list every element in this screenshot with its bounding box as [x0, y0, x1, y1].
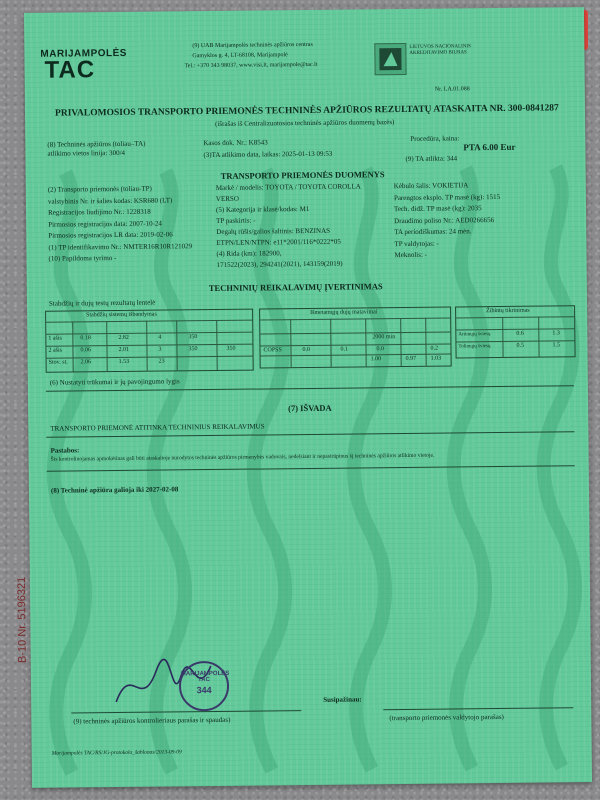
vehicle-mid-line: (4) Rida (km): 182900, [216, 249, 282, 258]
vehicle-left-line: Pirmosios registracijos LR data: 2019-02-06 [48, 230, 173, 240]
brake-cell: 1.53 [118, 358, 130, 365]
ta-type: (9) TA atlikta: 344 [405, 154, 458, 163]
owner-signature-label: (transporto priemonės valdytojo parašas) [389, 712, 504, 723]
lights-cell: Tolimųjų šviesų [458, 344, 491, 350]
vehicle-left-line: (2) Transporto priemonės (toliau-TP) [47, 184, 152, 194]
brand-small: MARIJAMPOLĖS [40, 47, 128, 60]
brake-cell: 0.06 [80, 347, 92, 354]
brake-cell: Stov. st. [48, 359, 68, 366]
brake-cell: 4 [158, 334, 162, 341]
defects-rule [46, 385, 574, 392]
brake-cell: 1 ašis [48, 335, 62, 342]
lights-cell: 0.5 [516, 342, 525, 349]
accreditation-logo [374, 43, 406, 75]
conclusion-title: (7) IŠVADA [288, 402, 332, 414]
brake-table-header: Stabdžių sistemų išbandymas [86, 311, 157, 319]
accreditation-mark-icon [375, 44, 405, 74]
vehicle-right-line: Kėbulo šalis: VOKIETIJA [393, 181, 469, 191]
emission-cell: 1.00 [370, 356, 382, 363]
defects-label: (6) Nustatyti trūkumai ir jų pavojingumo lygis [49, 377, 180, 387]
lights-cell: 1.5 [552, 342, 560, 349]
company-line3: Tel.: +370 343 98037, www.visi.lt, marijampole@tac.lt [184, 61, 318, 70]
emission-cell: 0.2 [430, 345, 439, 352]
company-line2: Gamyklos g. 4, LT-68108, Marijampolė [192, 52, 288, 60]
vehicle-left-line: valstybinis Nr. ir šalies kodas: KSR680 (LT) [47, 195, 173, 206]
validity-date: (8) Techninė apžiūra galioja iki 2027-02-08 [50, 485, 179, 495]
vehicle-right-line: Draudimo poliso Nr.: AED0266656 [394, 215, 495, 225]
inspection-datetime: (3)TA atlikimo data, laikas: 2025-01-13 09:53 [203, 149, 333, 160]
stamp-number: 344 [196, 685, 212, 696]
accreditation-number: Nr. LA.01.088 [434, 86, 470, 93]
inspector-stamp [179, 661, 230, 712]
emission-sub: 2000 min [372, 334, 396, 341]
vehicle-left-line: (1) TP identifikavimo Nr.: NMTER16R10R121029 [48, 241, 193, 252]
conclusion-text: TRANSPORTO PRIEMONĖ ATITINKA TECHNINIUS REIKALAVIMUS [50, 422, 265, 433]
brake-cell: 0.18 [80, 335, 91, 342]
brake-cell: 3 [158, 346, 162, 353]
vehicle-mid-line: Degalų rūšis/galios šaltinis: BENZINAS [216, 226, 331, 236]
inspector-signature-line [71, 710, 301, 713]
serial-number: B-10 Nr. 5196321 [15, 576, 29, 664]
notes-title: Pastabos: [50, 446, 80, 455]
vehicle-right-line: TP valdytojas: - [394, 239, 439, 248]
evaluation-section-title: TECHNINIŲ REIKALAVIMŲ ĮVERTINIMAS [208, 281, 383, 294]
emission-table [259, 306, 452, 368]
owner-signature-line [383, 707, 573, 710]
vehicle-left-line: Pirmosios registracijos data: 2007-10-24 [48, 219, 162, 229]
emission-cell: 0.0 [302, 346, 311, 354]
vehicle-mid-line: TP paskirtis: - [216, 216, 256, 225]
vehicle-mid-line: VERSO [215, 194, 239, 203]
emission-cell: 1.03 [430, 355, 442, 362]
vehicle-right-line: Meknolis: - [394, 250, 428, 260]
lights-table-header: Žibintų tikrinimas [486, 307, 530, 315]
stamp-text: MARIJAMPOLĖS TAC [180, 670, 230, 684]
notes-rule [47, 465, 575, 472]
procedure-label: Procedūra, kaina: [410, 134, 460, 143]
emission-cell: 0.0 [376, 346, 385, 353]
document-title: PRIVALOMOSIOS TRANSPORTO PRIEMONĖS TECHNINĖS APŽIŪROS REZULTATŲ ATASKAITA NR. 300-0841287 [54, 103, 559, 119]
vehicle-right-column [394, 180, 501, 262]
inspection-document [15, 7, 592, 788]
vehicle-left-line: (10) Papildoma tyrimo - [48, 253, 117, 263]
lights-table [455, 305, 576, 358]
vehicle-mid-line: (5) Kategorija ir klasė/kodas: M1 [215, 204, 310, 214]
lights-cell: 0.6 [516, 330, 524, 337]
conclusion-rule [46, 431, 574, 438]
vehicle-left-line: Registracijos liudijimo Nr.: 1228318 [48, 207, 151, 217]
vehicle-mid-line: 171522(2023), 294241(2021), 143159(2019) [216, 259, 343, 269]
vehicle-left-column [48, 183, 193, 265]
vehicle-right-line: Tech. didž. TP masė (kg): 2035 [393, 204, 482, 214]
vehicle-mid-line: Markė / modelis: TOYOTA / TOYOTA COROLLA [215, 182, 361, 192]
company-line1: (9) UAB Marijampolės techninės apžiūros centras [192, 41, 313, 50]
table-caption: Stabdžių ir dujų testų rezultatų lentelė [48, 298, 156, 308]
place-line2: atlikimo vietos linija: 300/4 [47, 148, 126, 158]
accreditation-text: LIETUVOS NACIONALINIS AKREDITAVIMO BIURAS [409, 44, 471, 56]
emission-cell: 0.1 [340, 346, 349, 353]
brake-cell: 2 ašis [48, 347, 63, 354]
place-line1: (8) Techninės apžiūros (toliau–TA) [47, 139, 146, 149]
brake-table [45, 309, 254, 373]
brake-cell: 350 [226, 345, 236, 352]
inspector-signature-label: (9) techninės apžiūros kontrolieriaus parašas ir spaudas) [73, 715, 231, 726]
footer-template: Marijampolės TAC/RS/JG-protokolo_šablonas/2013-09-09 [51, 749, 182, 757]
brake-cell: 23 [158, 358, 165, 365]
vehicle-right-line: TA periodiškumas: 24 mėn. [394, 227, 472, 237]
brand-logo: TAC [44, 56, 96, 84]
lights-cell: 1.3 [552, 330, 560, 337]
emission-cell: COPSS [263, 347, 282, 354]
document-subtitle: (išrašas iš Centralizuotosios techninės apžiūros duomenų bazės) [215, 118, 395, 128]
vehicle-mid-column [216, 181, 362, 271]
lights-cell: Artimųjų šviesų [458, 332, 491, 338]
brake-cell: 350 [188, 334, 198, 341]
vehicle-mid-line: ETPN/LEN/NTPN: e11*2001/116*0222*05 [216, 237, 341, 247]
brake-cell: 2.01 [118, 346, 130, 353]
emission-table-header: Išmetamųjų dujų matavimai [310, 309, 378, 316]
acknowledged-label: Susipažinau: [323, 695, 362, 704]
cashier-doc: Kasos dok. Nr.: K8543 [203, 138, 268, 148]
vehicle-section-title: TRANSPORTO PRIEMONĖS DUOMENYS [220, 169, 385, 181]
brake-cell: 2.06 [80, 359, 92, 366]
procedure-price: PTA 6.00 Eur [463, 141, 516, 153]
emission-cell: 0.97 [405, 355, 417, 362]
brake-cell: 350 [188, 346, 198, 353]
notes-text: Šis kontroliuojamas apmokėtinas gali būti ataskaitoje nurodytos techninės apžiūros pirmenybės vadovais, nedelsiant ir nepasirūpinus šį techninės apžiūros atlikimo vietoje. [50, 452, 435, 463]
vehicle-right-line: Parengtos eksplo. TP masė (kg): 1515 [393, 192, 501, 202]
brake-cell: 2.82 [118, 334, 129, 341]
